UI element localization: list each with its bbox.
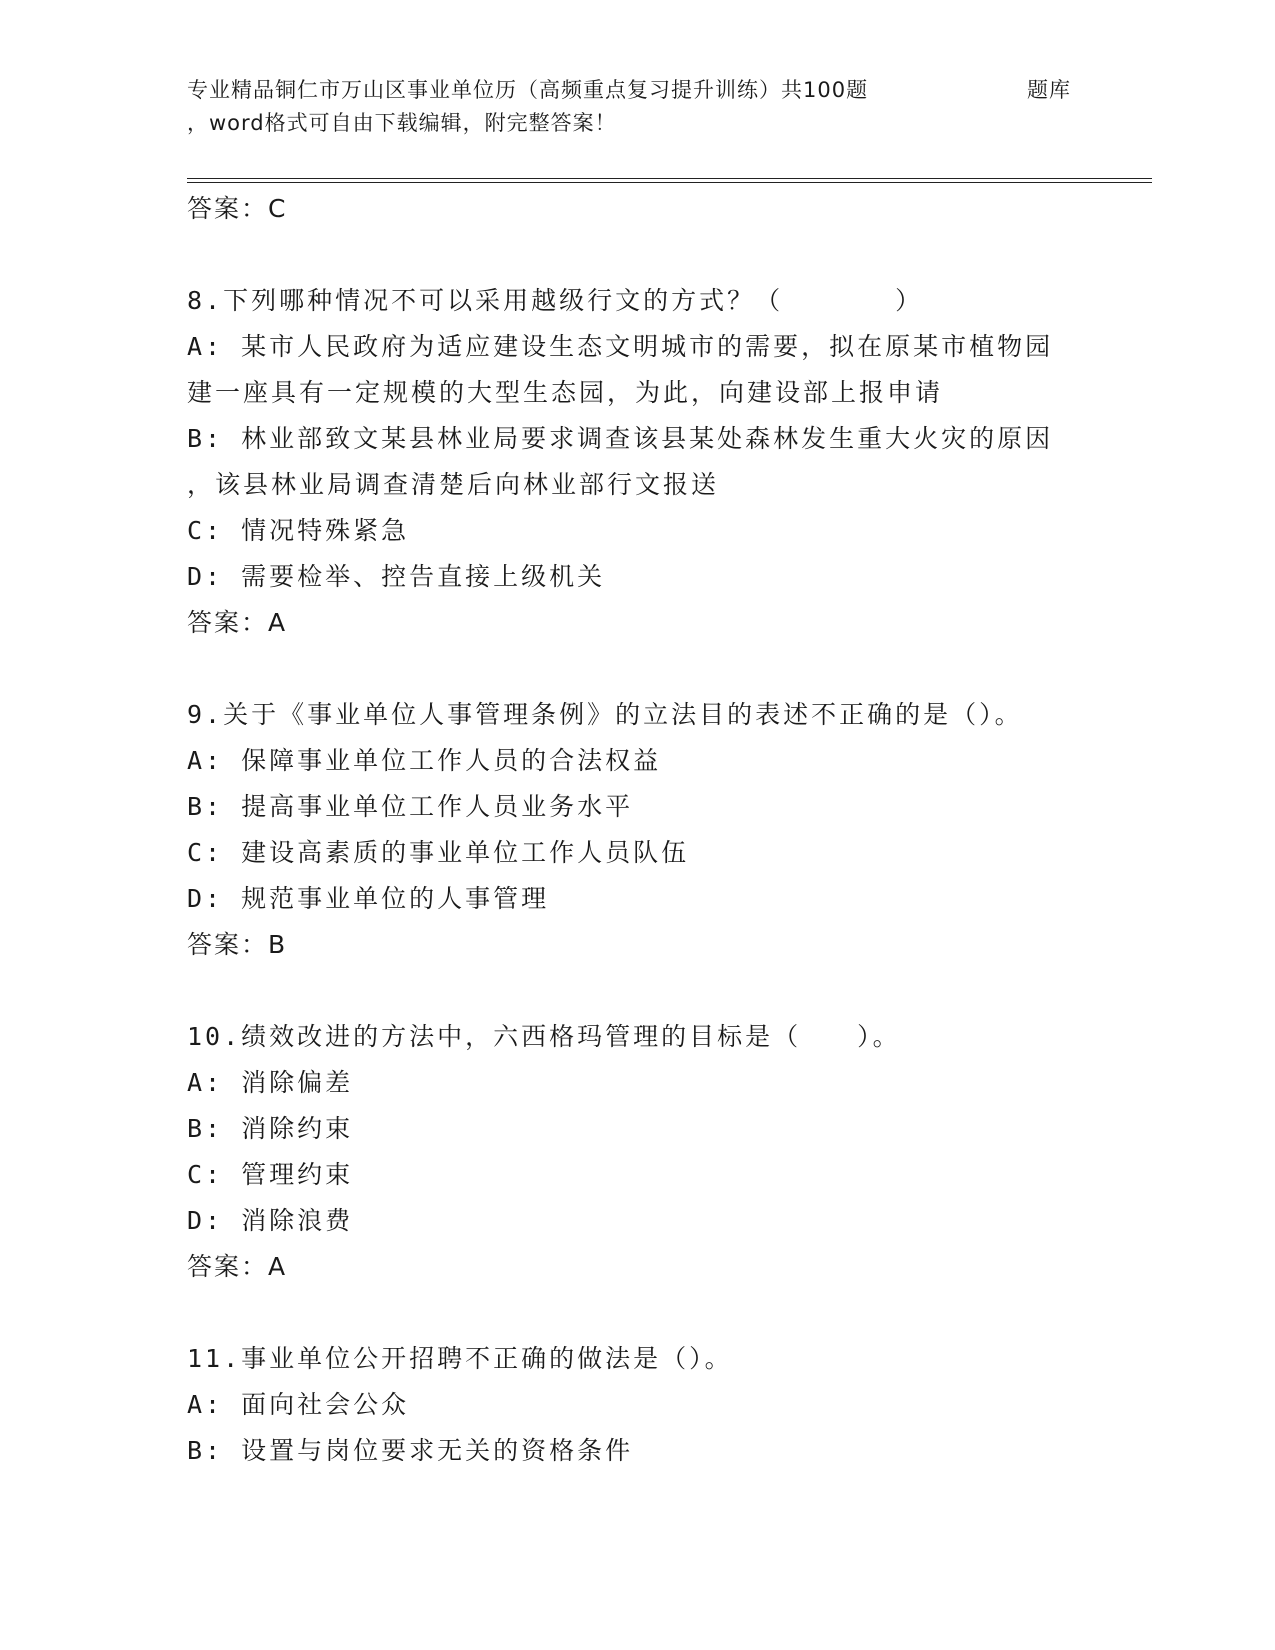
header-title-line1: 专业精品铜仁市万山区事业单位历（高频重点复习提升训练）共100题 (187, 78, 869, 102)
option-text: ，该县林业局调查清楚后向林业部行文报送 (187, 470, 720, 499)
header-title-line2: ，word格式可自由下载编辑，附完整答案！ (187, 111, 617, 135)
answer-line: 答案：A (187, 608, 288, 637)
question-block (187, 692, 1147, 968)
spacer (187, 968, 1147, 1014)
option-text: A: 面向社会公众 (187, 1390, 410, 1419)
option-text: B: 林业部致文某县林业局要求调查该县某处森林发生重大火灾的原因 (187, 424, 1054, 453)
header-divider-thin (187, 182, 1152, 183)
header-divider-thick (187, 178, 1152, 179)
option-text: C: 管理约束 (187, 1160, 354, 1189)
option-text: A: 某市人民政府为适应建设生态文明城市的需要，拟在原某市植物园 (187, 332, 1054, 361)
spacer (187, 232, 1147, 278)
option-text: 建一座具有一定规模的大型生态园，为此，向建设部上报申请 (187, 378, 944, 407)
option-text: B: 消除约束 (187, 1114, 354, 1143)
question-block (187, 1336, 1147, 1474)
question-stem: 10.绩效改进的方法中，六西格玛管理的目标是（ ）。 (187, 1022, 901, 1051)
option-text: A: 消除偏差 (187, 1068, 354, 1097)
option-text: A: 保障事业单位工作人员的合法权益 (187, 746, 662, 775)
answer-line: 答案：B (187, 930, 288, 959)
question-stem: 9.关于《事业单位人事管理条例》的立法目的表述不正确的是（）。 (187, 700, 1023, 729)
page-header (187, 74, 1077, 140)
answer-line: 答案：C (187, 194, 288, 223)
header-tag: 题库 (1027, 78, 1071, 102)
option-text: D: 需要检举、控告直接上级机关 (187, 562, 606, 591)
spacer (187, 1290, 1147, 1336)
document-body (187, 186, 1147, 1474)
answer-line: 答案：A (187, 1252, 288, 1281)
spacer (187, 646, 1147, 692)
question-stem: 11.事业单位公开招聘不正确的做法是（）。 (187, 1344, 733, 1373)
option-text: D: 消除浪费 (187, 1206, 354, 1235)
option-text: B: 设置与岗位要求无关的资格条件 (187, 1436, 634, 1465)
option-text: C: 情况特殊紧急 (187, 516, 410, 545)
question-block (187, 1014, 1147, 1290)
option-text: D: 规范事业单位的人事管理 (187, 884, 550, 913)
option-text: B: 提高事业单位工作人员业务水平 (187, 792, 634, 821)
question-stem: 8.下列哪种情况不可以采用越级行文的方式？（ ） (187, 286, 924, 315)
question-block (187, 278, 1147, 646)
option-text: C: 建设高素质的事业单位工作人员队伍 (187, 838, 690, 867)
header-title-row (187, 74, 1077, 107)
